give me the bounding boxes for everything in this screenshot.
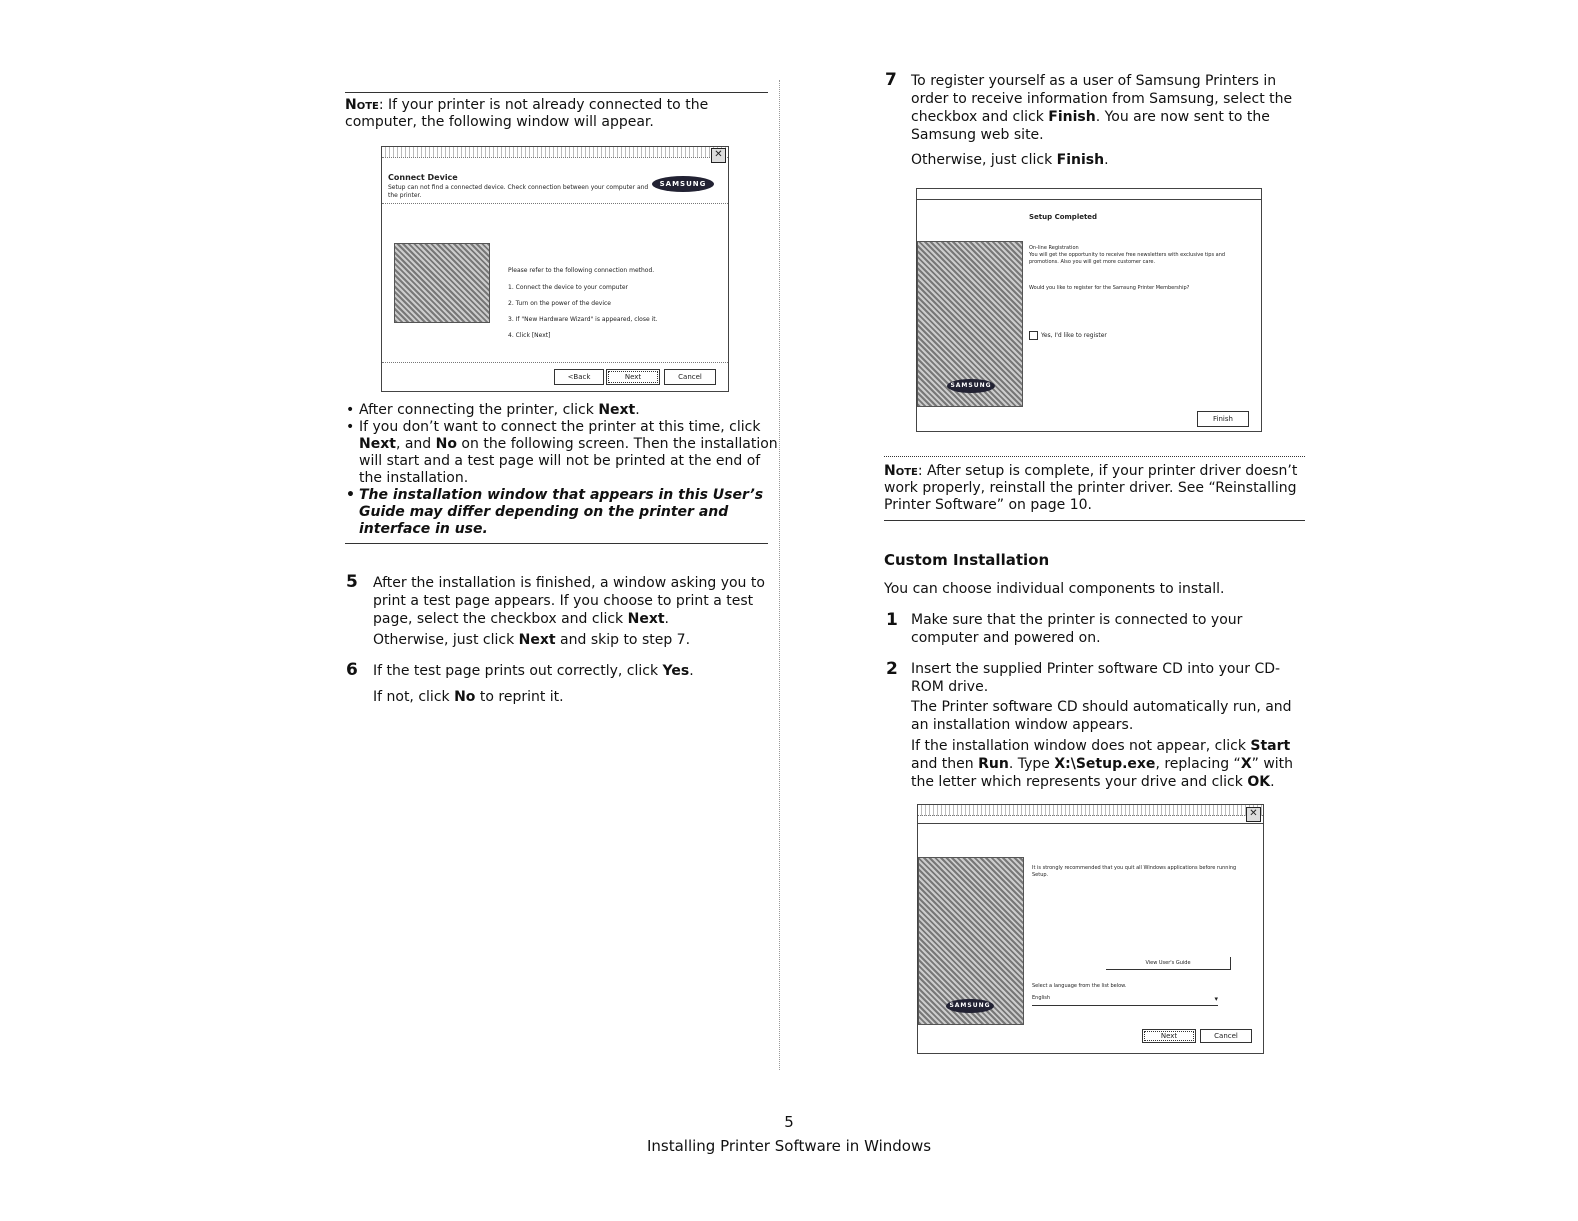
step-number: 7: [885, 70, 897, 90]
connection-illustration: [394, 243, 490, 323]
connect-device-window: [381, 146, 729, 392]
cancel-button[interactable]: Cancel: [664, 369, 716, 385]
instruction-step-3: 3. If "New Hardware Wizard" is appeared, close it.: [508, 316, 658, 323]
window-title-bar: [918, 805, 1263, 816]
custom-step-2-run: [911, 737, 1306, 791]
window-heading: Setup Completed: [1029, 213, 1098, 221]
bullet-bold: Next: [359, 436, 396, 452]
step-5-text: [373, 574, 765, 628]
custom-intro: You can choose individual components to install.: [884, 581, 1225, 597]
note-text: : If your printer is not already connected to the computer, the following window will appear.: [345, 97, 709, 130]
step-bold: Run: [978, 756, 1009, 772]
step-text: and then: [911, 756, 979, 772]
step-number: 5: [346, 572, 358, 592]
bullet-text: After connecting the printer, click: [359, 402, 599, 418]
bullet-item-italic: • The installation window that appears in this User’s Guide may differ depending on the printer and interface in use.: [359, 487, 779, 538]
step-text: If the test page prints out correctly, click: [373, 663, 663, 679]
step-text: If not, click: [373, 689, 455, 705]
step-number: 6: [346, 660, 358, 680]
step-number: 1: [886, 610, 898, 630]
step-6-otherwise: [373, 688, 765, 706]
note-bottom-rule: [345, 543, 768, 544]
bullet-bold: No: [435, 436, 457, 452]
note-label: Note: [345, 97, 379, 113]
custom-step-1-text: Make sure that the printer is connected to your computer and powered on.: [911, 612, 1243, 646]
step-bold: Finish: [1048, 109, 1096, 125]
setup-completed-window: [916, 188, 1262, 432]
next-button[interactable]: Next: [1142, 1029, 1196, 1043]
step-text: and skip to step 7.: [555, 632, 691, 648]
step-bold: Yes: [662, 663, 690, 679]
language-select[interactable]: [1032, 995, 1218, 1006]
close-icon[interactable]: ✕: [1246, 807, 1261, 822]
recommend-text: It is strongly recommended that you quit all Windows applications before running Setup.: [1032, 865, 1237, 878]
step-6-text: [373, 662, 765, 680]
instruction-step-2: 2. Turn on the power of the device: [508, 300, 611, 307]
window-heading: Connect Device: [388, 173, 458, 182]
step-bold: OK: [1247, 774, 1271, 790]
column-divider: [779, 80, 780, 1070]
cancel-button[interactable]: Cancel: [1200, 1029, 1252, 1043]
instructions-heading: Please refer to the following connection method.: [508, 267, 655, 274]
chevron-down-icon[interactable]: ▾: [1214, 995, 1218, 1003]
connect-bullets: [345, 402, 779, 538]
step-text: , replacing “: [1155, 756, 1241, 772]
step-text: .: [1270, 774, 1275, 790]
note-connect: [345, 97, 765, 131]
note-bottom-rule: [884, 520, 1305, 521]
bullet-item: [359, 419, 779, 487]
install-window: [917, 804, 1264, 1054]
step-text: If the installation window does not appear, click: [911, 738, 1251, 754]
step-text: ” with the letter which represents your drive and click: [911, 756, 1294, 790]
step-text: After the installation is finished, a window asking you to print a test page appears. If you choose to print a test page, select the checkbox and click: [373, 575, 765, 627]
step-bold: Start: [1250, 738, 1291, 754]
step-7-text: [911, 72, 1311, 144]
step-text: . Type: [1008, 756, 1055, 772]
step-7-otherwise: [911, 151, 1311, 169]
note-top-rule: [884, 456, 1305, 457]
window-title-bar: [382, 147, 728, 158]
step-bold: Next: [518, 632, 556, 648]
bullet-text: .: [635, 402, 640, 418]
instruction-step-4: 4. Click [Next]: [508, 332, 551, 339]
samsung-logo: SAMSUNG: [946, 999, 994, 1013]
step-bold: X:\Setup.exe: [1054, 756, 1156, 772]
step-text: . You are now sent to the Samsung web site.: [911, 109, 1270, 143]
finish-button[interactable]: Finish: [1197, 411, 1249, 427]
bullet-text: If you don’t want to connect the printer at this time, click: [359, 419, 761, 435]
note-top-rule: [345, 92, 768, 93]
registration-text: You will get the opportunity to receive free newsletters with exclusive tips and promotions. Also you will get more customer care.: [1029, 252, 1226, 265]
step-text: To register yourself as a user of Samsung Printers in order to receive information from Samsung, select the checkbox and click: [911, 73, 1293, 125]
note-label: Note: [884, 463, 918, 479]
step-5-otherwise: [373, 631, 765, 649]
back-button[interactable]: <Back: [554, 369, 604, 385]
step-text: Otherwise, just click: [373, 632, 519, 648]
footer-divider: [382, 362, 728, 363]
view-guide-button[interactable]: View User's Guide: [1106, 957, 1231, 970]
checkbox-label: Yes, I'd like to register: [1041, 332, 1107, 339]
custom-step-2-para: The Printer software CD should automatically run, and an installation window appears.: [911, 699, 1292, 733]
samsung-logo: SAMSUNG: [947, 379, 995, 393]
step-text: .: [664, 611, 669, 627]
bullet-item: [359, 402, 779, 419]
step-bold: Finish: [1056, 152, 1105, 168]
custom-step-2-text: Insert the supplied Printer software CD into your CD-ROM drive.: [911, 661, 1281, 695]
step-number: 2: [886, 659, 898, 679]
register-checkbox[interactable]: [1029, 331, 1107, 340]
step-bold: X: [1240, 756, 1252, 772]
window-subtitle: Setup can not find a connected device. Check connection between your computer and the printer.: [388, 184, 649, 199]
close-icon[interactable]: ✕: [711, 148, 726, 163]
samsung-logo: SAMSUNG: [652, 176, 714, 192]
bullet-text: , and: [395, 436, 436, 452]
step-bold: Next: [627, 611, 665, 627]
page-number: 5: [784, 1113, 794, 1131]
step-bold: No: [454, 689, 476, 705]
instruction-step-1: 1. Connect the device to your computer: [508, 284, 628, 291]
bullet-bold: Next: [598, 402, 636, 418]
registration-heading: On-line Registration: [1029, 245, 1079, 251]
registration-question: Would you like to register for the Samsung Printer Membership?: [1029, 285, 1190, 291]
select-language-label: Select a language from the list below.: [1032, 983, 1127, 989]
step-text: Otherwise, just click: [911, 152, 1057, 168]
next-button[interactable]: Next: [606, 369, 660, 385]
note-text: : After setup is complete, if your printer driver doesn’t work properly, reinstall the printer driver. See “Reinstalling Printer Software” on page 10.: [884, 463, 1298, 513]
step-text: to reprint it.: [475, 689, 564, 705]
checkbox-icon[interactable]: [1029, 331, 1038, 340]
language-value: English: [1032, 995, 1051, 1001]
note-setup-complete: [884, 463, 1304, 514]
window-title-bar: [917, 189, 1261, 200]
header-divider: [382, 203, 728, 204]
bullet-text: on the following screen. Then the installation will start and a test page will not be printed at the end of the installation.: [359, 436, 778, 486]
step-text: .: [1104, 152, 1109, 168]
section-title: Installing Printer Software in Windows: [646, 1137, 932, 1155]
section-heading: Custom Installation: [884, 551, 1050, 569]
step-text: .: [689, 663, 694, 679]
header-divider: [918, 823, 1263, 824]
